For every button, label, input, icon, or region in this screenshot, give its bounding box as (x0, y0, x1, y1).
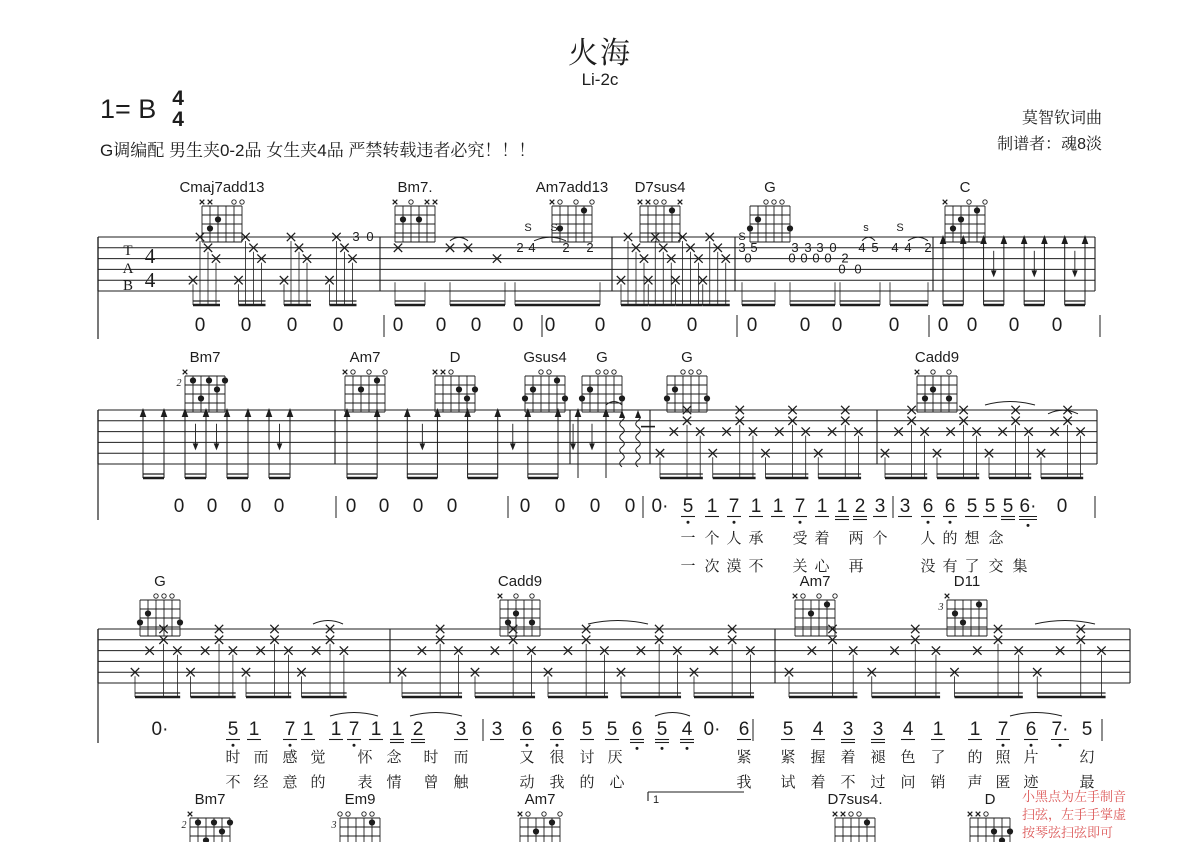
svg-text:漠: 漠 (726, 558, 742, 575)
svg-text:1: 1 (652, 794, 660, 806)
svg-text:有: 有 (942, 558, 958, 575)
svg-text:3: 3 (816, 239, 824, 255)
chord-diagram (827, 791, 882, 842)
svg-text:D7sus4: D7sus4 (634, 179, 686, 196)
svg-text:我: 我 (736, 774, 752, 791)
svg-text:又: 又 (519, 749, 535, 766)
svg-text:0: 0 (744, 250, 752, 266)
svg-text:交: 交 (988, 558, 1004, 575)
chord-diagram (393, 179, 438, 242)
svg-text:着: 着 (840, 749, 856, 766)
svg-text:Am7: Am7 (799, 573, 831, 590)
chord-diagram (433, 349, 478, 412)
svg-text:3: 3 (331, 820, 337, 831)
svg-text:1: 1 (836, 496, 848, 517)
svg-text:Bm7: Bm7 (189, 349, 221, 366)
svg-text:5: 5 (750, 239, 758, 255)
lyrics-line-1 (225, 748, 1094, 766)
chord-diagram (177, 349, 229, 412)
svg-text:S: S (524, 222, 532, 234)
artist-name: Li-2c (581, 70, 619, 89)
svg-text:紧: 紧 (736, 749, 752, 766)
svg-text:心: 心 (609, 774, 625, 791)
svg-text:4: 4 (528, 239, 536, 255)
svg-text:3: 3 (455, 719, 467, 740)
svg-text:6: 6 (521, 719, 533, 740)
svg-text:0: 0 (799, 315, 811, 336)
svg-text:5: 5 (1081, 719, 1093, 740)
chord-diagram (343, 349, 387, 412)
transcriber-credit: 制谱者：魂8淡 (997, 136, 1102, 153)
svg-text:5: 5 (606, 719, 618, 740)
svg-text:G: G (154, 573, 166, 590)
svg-text:0: 0 (345, 496, 357, 517)
svg-text:表: 表 (357, 774, 373, 791)
svg-text:1: 1 (248, 719, 260, 740)
svg-text:0: 0 (554, 496, 566, 517)
svg-text:0: 0 (838, 261, 846, 277)
chord-diagram (938, 573, 988, 636)
svg-text:4: 4 (858, 239, 866, 255)
red-annotation-line1: 小黑点为左手制音 (1022, 789, 1127, 804)
chord-diagrams (182, 791, 1014, 842)
svg-text:3: 3 (491, 719, 503, 740)
lyrics-line-1 (680, 529, 1004, 547)
chord-diagram (522, 349, 568, 412)
svg-text:0: 0 (686, 315, 698, 336)
svg-text:0·: 0· (651, 496, 669, 517)
svg-text:7: 7 (348, 719, 360, 740)
svg-text:意: 意 (282, 774, 298, 791)
svg-text:不: 不 (748, 558, 764, 575)
svg-text:的: 的 (310, 774, 326, 791)
svg-text:7: 7 (728, 496, 740, 517)
svg-text:着: 着 (810, 774, 826, 791)
chord-diagram (943, 179, 988, 242)
svg-text:0: 0 (1008, 315, 1020, 336)
chord-diagram (536, 179, 609, 242)
svg-text:个: 个 (872, 530, 888, 547)
svg-text:0: 0 (966, 315, 978, 336)
svg-text:心: 心 (814, 558, 830, 575)
svg-text:0: 0 (240, 496, 252, 517)
svg-text:2: 2 (854, 496, 866, 517)
svg-text:情: 情 (386, 774, 402, 791)
svg-text:6·: 6· (1019, 496, 1037, 517)
melody-line (152, 713, 1102, 750)
system-4 (182, 791, 1014, 842)
svg-text:4: 4 (144, 244, 156, 268)
svg-text:关: 关 (792, 558, 808, 575)
svg-text:5: 5 (966, 496, 978, 517)
svg-text:迹: 迹 (1023, 774, 1039, 791)
svg-text:人: 人 (920, 530, 936, 547)
svg-text:过: 过 (870, 774, 886, 791)
svg-text:0: 0 (392, 315, 404, 336)
svg-text:6: 6 (1025, 719, 1037, 740)
svg-text:6: 6 (551, 719, 563, 740)
svg-text:6: 6 (944, 496, 956, 517)
svg-text:而: 而 (453, 749, 469, 766)
svg-text:个: 个 (704, 530, 720, 547)
svg-text:再: 再 (848, 558, 864, 575)
svg-text:承: 承 (748, 530, 764, 547)
svg-text:0: 0 (286, 315, 298, 336)
svg-text:0: 0 (240, 315, 252, 336)
svg-text:C: C (959, 179, 971, 196)
svg-text:1: 1 (391, 719, 403, 740)
svg-text:A: A (122, 261, 134, 277)
svg-text:了: 了 (964, 558, 980, 575)
svg-text:最: 最 (1079, 774, 1095, 791)
svg-text:0: 0 (800, 250, 808, 266)
svg-text:T: T (123, 243, 133, 259)
svg-text:5: 5 (227, 719, 239, 740)
svg-text:1: 1 (706, 496, 718, 517)
svg-text:想: 想 (964, 530, 980, 547)
svg-text:问: 问 (900, 774, 916, 791)
svg-text:4: 4 (144, 268, 156, 292)
svg-text:1: 1 (772, 496, 784, 517)
svg-text:的: 的 (967, 749, 983, 766)
svg-text:Cmaj7add13: Cmaj7add13 (179, 179, 265, 196)
svg-text:G: G (681, 349, 693, 366)
svg-text:4: 4 (904, 239, 912, 255)
svg-text:0: 0 (470, 315, 482, 336)
svg-text:Gsus4: Gsus4 (523, 349, 567, 366)
svg-text:0: 0 (854, 261, 862, 277)
svg-text:2: 2 (924, 239, 932, 255)
svg-text:4: 4 (812, 719, 824, 740)
svg-text:而: 而 (253, 749, 269, 766)
lyrics-line-2 (225, 773, 1094, 791)
svg-text:3: 3 (791, 239, 799, 255)
svg-text:紧: 紧 (780, 749, 796, 766)
svg-text:0: 0 (173, 496, 185, 517)
svg-text:两: 两 (848, 530, 864, 547)
svg-text:着: 着 (814, 530, 830, 547)
svg-text:销: 销 (930, 774, 946, 791)
svg-text:Cadd9: Cadd9 (914, 349, 960, 366)
svg-text:0: 0 (1056, 496, 1068, 517)
svg-text:触: 触 (453, 774, 469, 791)
svg-text:0: 0 (824, 250, 832, 266)
svg-text:D11: D11 (953, 573, 981, 590)
svg-text:试: 试 (780, 774, 796, 791)
svg-text:0: 0 (366, 229, 374, 244)
svg-text:2: 2 (181, 820, 187, 831)
chord-diagrams (177, 349, 960, 412)
svg-text:3: 3 (842, 719, 854, 740)
chord-diagram (635, 179, 686, 242)
svg-text:s: s (863, 222, 869, 234)
svg-text:7·: 7· (1051, 719, 1069, 740)
svg-text:0: 0 (746, 315, 758, 336)
svg-text:1: 1 (302, 719, 314, 740)
svg-text:3: 3 (352, 229, 360, 244)
svg-text:觉: 觉 (310, 749, 326, 766)
system-2 (98, 349, 1097, 575)
svg-text:的: 的 (942, 530, 958, 547)
svg-text:6: 6 (922, 496, 934, 517)
svg-text:2: 2 (562, 239, 570, 255)
svg-text:0: 0 (446, 496, 458, 517)
chord-diagram (738, 179, 793, 243)
svg-text:3: 3 (874, 496, 886, 517)
svg-text:S: S (738, 231, 746, 243)
svg-text:3: 3 (899, 496, 911, 517)
red-annotation-line2: 扫弦，左手手掌虚 (1022, 807, 1127, 822)
svg-text:S: S (550, 222, 558, 234)
svg-text:Am7: Am7 (349, 349, 381, 366)
svg-text:S: S (896, 222, 904, 234)
svg-text:0: 0 (519, 496, 531, 517)
svg-text:4: 4 (681, 719, 693, 740)
svg-text:0: 0 (888, 315, 900, 336)
svg-text:1: 1 (969, 719, 981, 740)
svg-text:很: 很 (549, 749, 565, 766)
svg-text:0: 0 (412, 496, 424, 517)
svg-text:1: 1 (750, 496, 762, 517)
svg-text:0: 0 (273, 496, 285, 517)
svg-text:0: 0 (829, 239, 837, 255)
svg-text:的: 的 (579, 774, 595, 791)
svg-text:0: 0 (332, 315, 344, 336)
svg-text:3: 3 (938, 602, 944, 613)
staff-tokens (313, 621, 1095, 625)
svg-text:怀: 怀 (357, 749, 373, 766)
svg-text:3: 3 (804, 239, 812, 255)
svg-text:2: 2 (586, 239, 594, 255)
svg-text:7: 7 (284, 719, 296, 740)
svg-text:我: 我 (549, 774, 565, 791)
svg-text:5: 5 (581, 719, 593, 740)
svg-text:0: 0 (640, 315, 652, 336)
svg-text:D7sus4.: D7sus4. (827, 791, 883, 808)
svg-text:2: 2 (516, 239, 524, 255)
svg-text:色: 色 (900, 749, 916, 766)
svg-text:2: 2 (841, 250, 849, 266)
chord-diagram (968, 791, 1013, 842)
svg-text:时: 时 (225, 749, 241, 766)
svg-text:0: 0 (788, 250, 796, 266)
svg-text:0·: 0· (151, 719, 169, 740)
svg-text:握: 握 (810, 749, 826, 766)
time-signature-bottom: 4 (172, 108, 184, 131)
svg-text:7: 7 (794, 496, 806, 517)
chord-diagram (498, 573, 542, 636)
svg-text:G: G (764, 179, 776, 196)
svg-text:Bm7: Bm7 (194, 791, 226, 808)
svg-text:D: D (449, 349, 461, 366)
svg-text:G: G (596, 349, 608, 366)
svg-text:4: 4 (902, 719, 914, 740)
composer-credit: 莫智钦词曲 (1021, 110, 1102, 127)
svg-text:0: 0 (812, 250, 820, 266)
svg-text:Em9: Em9 (344, 791, 376, 808)
svg-text:B: B (122, 278, 134, 294)
svg-text:次: 次 (704, 558, 720, 575)
svg-text:1: 1 (370, 719, 382, 740)
svg-text:动: 动 (519, 774, 535, 791)
svg-text:2: 2 (412, 719, 424, 740)
svg-text:5: 5 (682, 496, 694, 517)
svg-text:Bm7.: Bm7. (397, 179, 433, 196)
svg-text:讨: 讨 (579, 749, 595, 766)
svg-text:匿: 匿 (995, 774, 1011, 791)
svg-text:人: 人 (726, 530, 742, 547)
melody-line (174, 496, 1095, 527)
red-annotation-line3: 按琴弦扫弦即可 (1022, 825, 1114, 840)
svg-text:没: 没 (920, 558, 936, 575)
svg-text:Am7: Am7 (524, 791, 556, 808)
svg-text:念: 念 (988, 530, 1004, 547)
svg-text:0: 0 (589, 496, 601, 517)
chord-diagram (182, 791, 234, 842)
svg-text:感: 感 (282, 749, 298, 766)
svg-text:0: 0 (544, 315, 556, 336)
svg-text:4: 4 (891, 239, 899, 255)
svg-text:5: 5 (782, 719, 794, 740)
svg-text:1: 1 (932, 719, 944, 740)
chord-diagram (331, 791, 381, 842)
svg-text:时: 时 (423, 749, 439, 766)
svg-text:0: 0 (435, 315, 447, 336)
chord-diagram (179, 179, 264, 242)
svg-text:一: 一 (680, 530, 696, 547)
time-signature-top: 4 (172, 87, 184, 110)
svg-text:厌: 厌 (607, 749, 623, 766)
svg-text:曾: 曾 (423, 774, 439, 791)
svg-text:5: 5 (984, 496, 996, 517)
svg-text:0: 0 (378, 496, 390, 517)
svg-text:0: 0 (937, 315, 949, 336)
svg-text:集: 集 (1012, 558, 1028, 575)
svg-text:5: 5 (871, 239, 879, 255)
svg-text:2: 2 (176, 378, 182, 389)
volta-bracket (648, 792, 744, 806)
svg-text:0: 0 (206, 496, 218, 517)
svg-text:照: 照 (995, 749, 1011, 766)
svg-text:一: 一 (680, 558, 696, 575)
svg-text:0: 0 (594, 315, 606, 336)
svg-text:不: 不 (840, 774, 856, 791)
svg-text:0: 0 (512, 315, 524, 336)
svg-text:不: 不 (225, 774, 241, 791)
svg-text:3: 3 (872, 719, 884, 740)
melody-line (195, 315, 1100, 337)
svg-text:声: 声 (967, 774, 983, 791)
tab-clef (123, 243, 134, 294)
staff-time-signature (145, 244, 156, 292)
svg-text:0: 0 (194, 315, 206, 336)
svg-text:受: 受 (792, 530, 808, 547)
svg-text:5: 5 (1002, 496, 1014, 517)
svg-text:5: 5 (656, 719, 668, 740)
chord-diagram (137, 573, 183, 636)
svg-text:0: 0 (1051, 315, 1063, 336)
svg-text:了: 了 (930, 749, 946, 766)
system-3 (98, 573, 1130, 806)
svg-text:1: 1 (330, 719, 342, 740)
svg-text:幻: 幻 (1079, 749, 1095, 766)
chord-diagrams (137, 573, 987, 636)
chord-diagram (518, 791, 563, 842)
svg-text:片: 片 (1023, 749, 1039, 766)
svg-text:褪: 褪 (870, 749, 886, 766)
capo-note: G调编配 男生夹0-2品 女生夹4品 严禁转载违者必究！！！ (100, 141, 536, 160)
song-title: 火海 (568, 37, 632, 70)
svg-text:1: 1 (816, 496, 828, 517)
chord-diagram (915, 349, 959, 412)
svg-text:0·: 0· (703, 719, 721, 740)
svg-text:经: 经 (253, 774, 269, 791)
svg-text:Cadd9: Cadd9 (497, 573, 543, 590)
svg-text:D: D (984, 791, 996, 808)
staff-tokens (352, 222, 931, 276)
svg-text:0: 0 (831, 315, 843, 336)
svg-text:6: 6 (631, 719, 643, 740)
svg-text:3: 3 (738, 239, 746, 255)
svg-text:6: 6 (738, 719, 750, 740)
svg-text:7: 7 (997, 719, 1009, 740)
svg-text:0: 0 (624, 496, 636, 517)
key-label: 1= B (100, 93, 157, 124)
svg-text:念: 念 (386, 749, 402, 766)
chord-diagram (664, 349, 710, 412)
svg-text:Am7add13: Am7add13 (535, 179, 609, 196)
system-1 (98, 179, 1100, 339)
